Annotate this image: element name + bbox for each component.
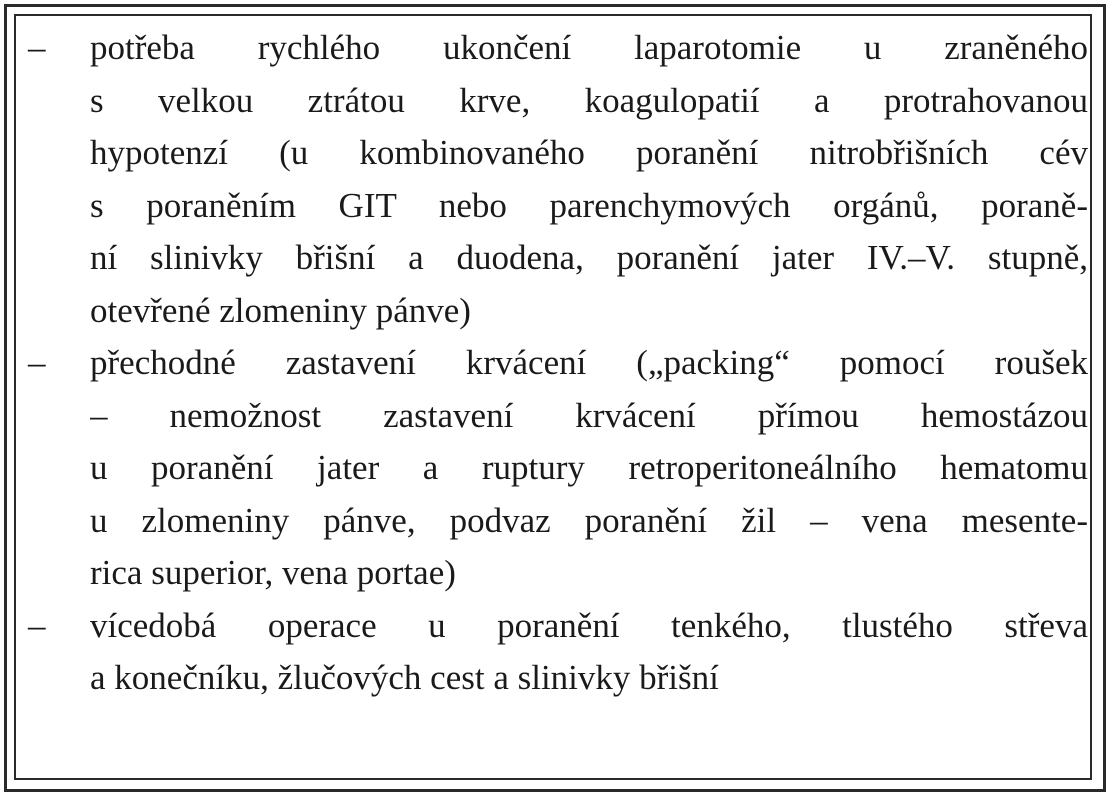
text-line: otevřené zlomeniny pánve) [90, 290, 471, 330]
dash-marker: – [28, 343, 46, 382]
dash-marker: – [28, 605, 46, 645]
text-line: ní slinivky břišní a duodena, poranění jater IV.–V. stupně, [90, 238, 1088, 277]
list-item [28, 22, 1088, 337]
text-line: rica superior, vena portae) [90, 553, 456, 592]
text-line: hypotenzí (u kombinovaného poranění nitrobřišních cév [90, 133, 1088, 172]
text-line: – nemožnost zastavení krvácení přímou hemostázou [90, 395, 1088, 435]
text-line: přechodné zastavení krvácení („packing“ pomocí roušek [90, 343, 1088, 382]
text-line: potřeba rychlého ukončení laparotomie u zraněného [90, 28, 1088, 67]
indication-list [28, 22, 1088, 705]
text-line: a konečníku, žlučových cest a slinivky břišní [90, 658, 719, 697]
text-line: u zlomeniny pánve, podvaz poranění žil – vena mesente- [90, 500, 1088, 540]
list-item [28, 337, 1088, 600]
text-line: vícedobá operace u poranění tenkého, tlustého střeva [90, 605, 1088, 645]
text-line: u poranění jater a ruptury retroperitoneálního hematomu [90, 448, 1088, 487]
text-line: s velkou ztrátou krve, koagulopatií a protrahovanou [90, 80, 1088, 120]
dash-marker: – [28, 28, 46, 67]
list-item [28, 600, 1088, 705]
text-line: s poraněním GIT nebo parenchymových orgánů, poraně- [90, 185, 1088, 225]
